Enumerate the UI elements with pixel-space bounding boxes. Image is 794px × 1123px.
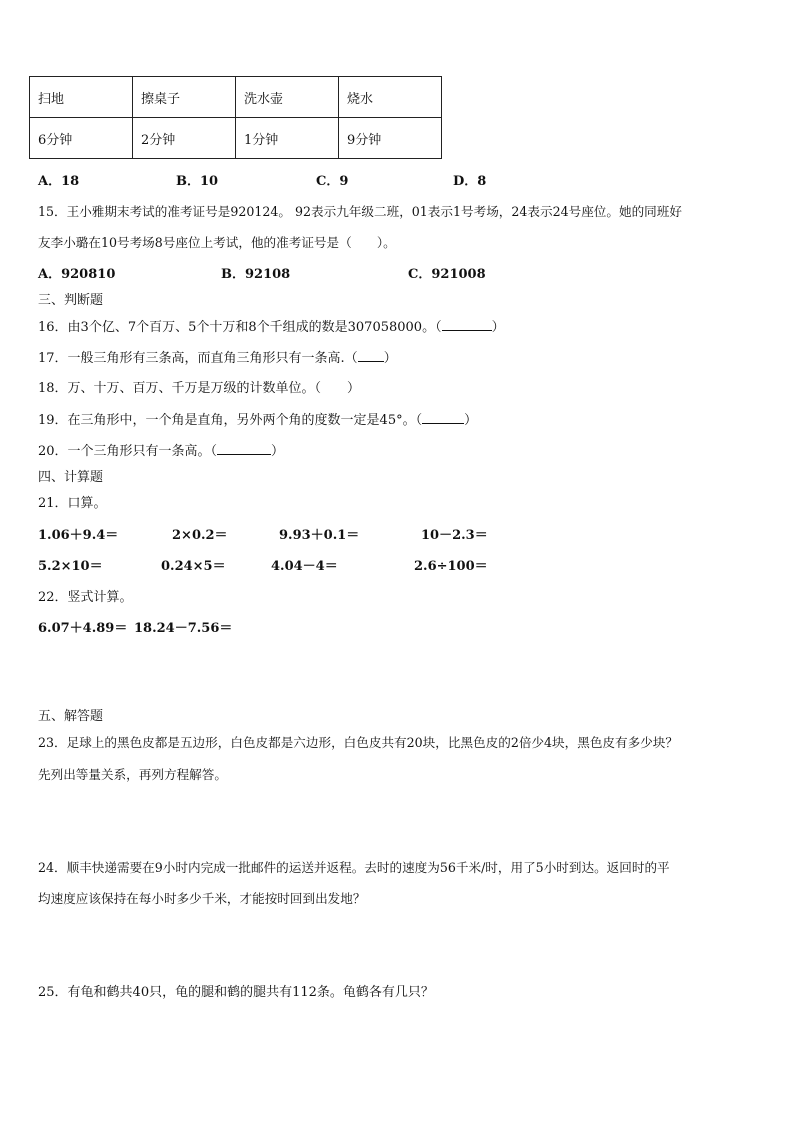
q14-option-d: D．8 bbox=[453, 174, 487, 189]
table-cell: 1分钟 bbox=[236, 118, 339, 159]
q22: 22．竖式计算。 bbox=[38, 590, 133, 605]
table-cell: 烧水 bbox=[339, 77, 442, 118]
table-cell: 擦桌子 bbox=[133, 77, 236, 118]
calc-item: 5.2×10＝ bbox=[38, 559, 103, 574]
q20-text: 20．一个三角形只有一条高。（ bbox=[38, 444, 218, 459]
close-paren: ） bbox=[464, 413, 478, 428]
q18: 18．万、十万、百万、千万是万级的计数单位。（ ） bbox=[38, 381, 361, 396]
q24-line2: 均速度应该保持在每小时多少千米，才能按时回到出发地？ bbox=[38, 891, 366, 906]
q15-option-b: B．92108 bbox=[221, 267, 291, 282]
table-cell: 洗水壶 bbox=[236, 77, 339, 118]
close-paren: ） bbox=[271, 444, 285, 459]
q14-option-a: A．18 bbox=[38, 174, 80, 189]
q15-option-a: A．920810 bbox=[38, 267, 116, 282]
table-cell: 9分钟 bbox=[339, 118, 442, 159]
q17 bbox=[38, 347, 397, 366]
section-title: 五、解答题 bbox=[38, 709, 104, 724]
vertical-calc-item: 6.07＋4.89＝ bbox=[38, 621, 128, 636]
calc-item: 2.6÷100＝ bbox=[414, 559, 488, 574]
q17-text: 17．一般三角形有三条高，而直角三角形只有一条高.（ bbox=[38, 351, 358, 366]
q14-option-b: B．10 bbox=[176, 174, 219, 189]
table-cell: 6分钟 bbox=[30, 118, 133, 159]
answer-blank[interactable] bbox=[217, 442, 271, 455]
q23-line2: 先列出等量关系，再列方程解答。 bbox=[38, 767, 227, 782]
task-time-table bbox=[29, 76, 442, 159]
answer-blank[interactable] bbox=[442, 318, 492, 331]
table-row bbox=[30, 118, 442, 159]
table-cell: 2分钟 bbox=[133, 118, 236, 159]
q16-text: 16．由3个亿、7个百万、5个十万和8个千组成的数是307058000。（ bbox=[38, 320, 442, 335]
table-cell: 扫地 bbox=[30, 77, 133, 118]
q15-line1: 15．王小雅期末考试的准考证号是920124。 92表示九年级二班，01表示1号考场，24表示24号座位。她的同班好 bbox=[38, 204, 682, 219]
q15-line2: 友李小璐在10号考场8号座位上考试，他的准考证号是（ ）。 bbox=[38, 235, 396, 250]
q20 bbox=[38, 440, 284, 459]
calc-item: 4.04－4＝ bbox=[271, 559, 338, 574]
q14-option-c: C．9 bbox=[316, 174, 349, 189]
q19-text: 19．在三角形中，一个角是直角，另外两个角的度数一定是45°。（ bbox=[38, 413, 423, 428]
q25: 25．有龟和鹤共40只，龟的腿和鹤的腿共有112条。龟鹤各有几只？ bbox=[38, 985, 434, 1000]
section-title: 四、计算题 bbox=[38, 470, 104, 485]
calc-item: 10－2.3＝ bbox=[421, 528, 488, 543]
answer-blank[interactable] bbox=[358, 349, 384, 362]
q15-option-c: C．921008 bbox=[408, 267, 486, 282]
q21: 21．口算。 bbox=[38, 496, 107, 511]
close-paren: ） bbox=[383, 351, 397, 366]
calc-item: 0.24×5＝ bbox=[161, 559, 226, 574]
calc-item: 2×0.2＝ bbox=[172, 528, 228, 543]
answer-blank[interactable] bbox=[422, 411, 464, 424]
vertical-calc-item: 18.24－7.56＝ bbox=[134, 621, 233, 636]
calc-item: 9.93＋0.1＝ bbox=[279, 528, 360, 543]
q19 bbox=[38, 409, 477, 428]
q24-line1: 24．顺丰快递需要在9小时内完成一批邮件的运送并返程。去时的速度为56千米/时，用了5小时到达。返回时的平 bbox=[38, 860, 670, 875]
q16 bbox=[38, 316, 505, 335]
close-paren: ） bbox=[491, 320, 505, 335]
calc-item: 1.06＋9.4＝ bbox=[38, 528, 119, 543]
q23-line1: 23．足球上的黑色皮都是五边形，白色皮都是六边形，白色皮共有20块，比黑色皮的2倍少4块，黑色皮有多少块？ bbox=[38, 735, 678, 750]
table-row bbox=[30, 77, 442, 118]
section-title: 三、判断题 bbox=[38, 293, 104, 308]
